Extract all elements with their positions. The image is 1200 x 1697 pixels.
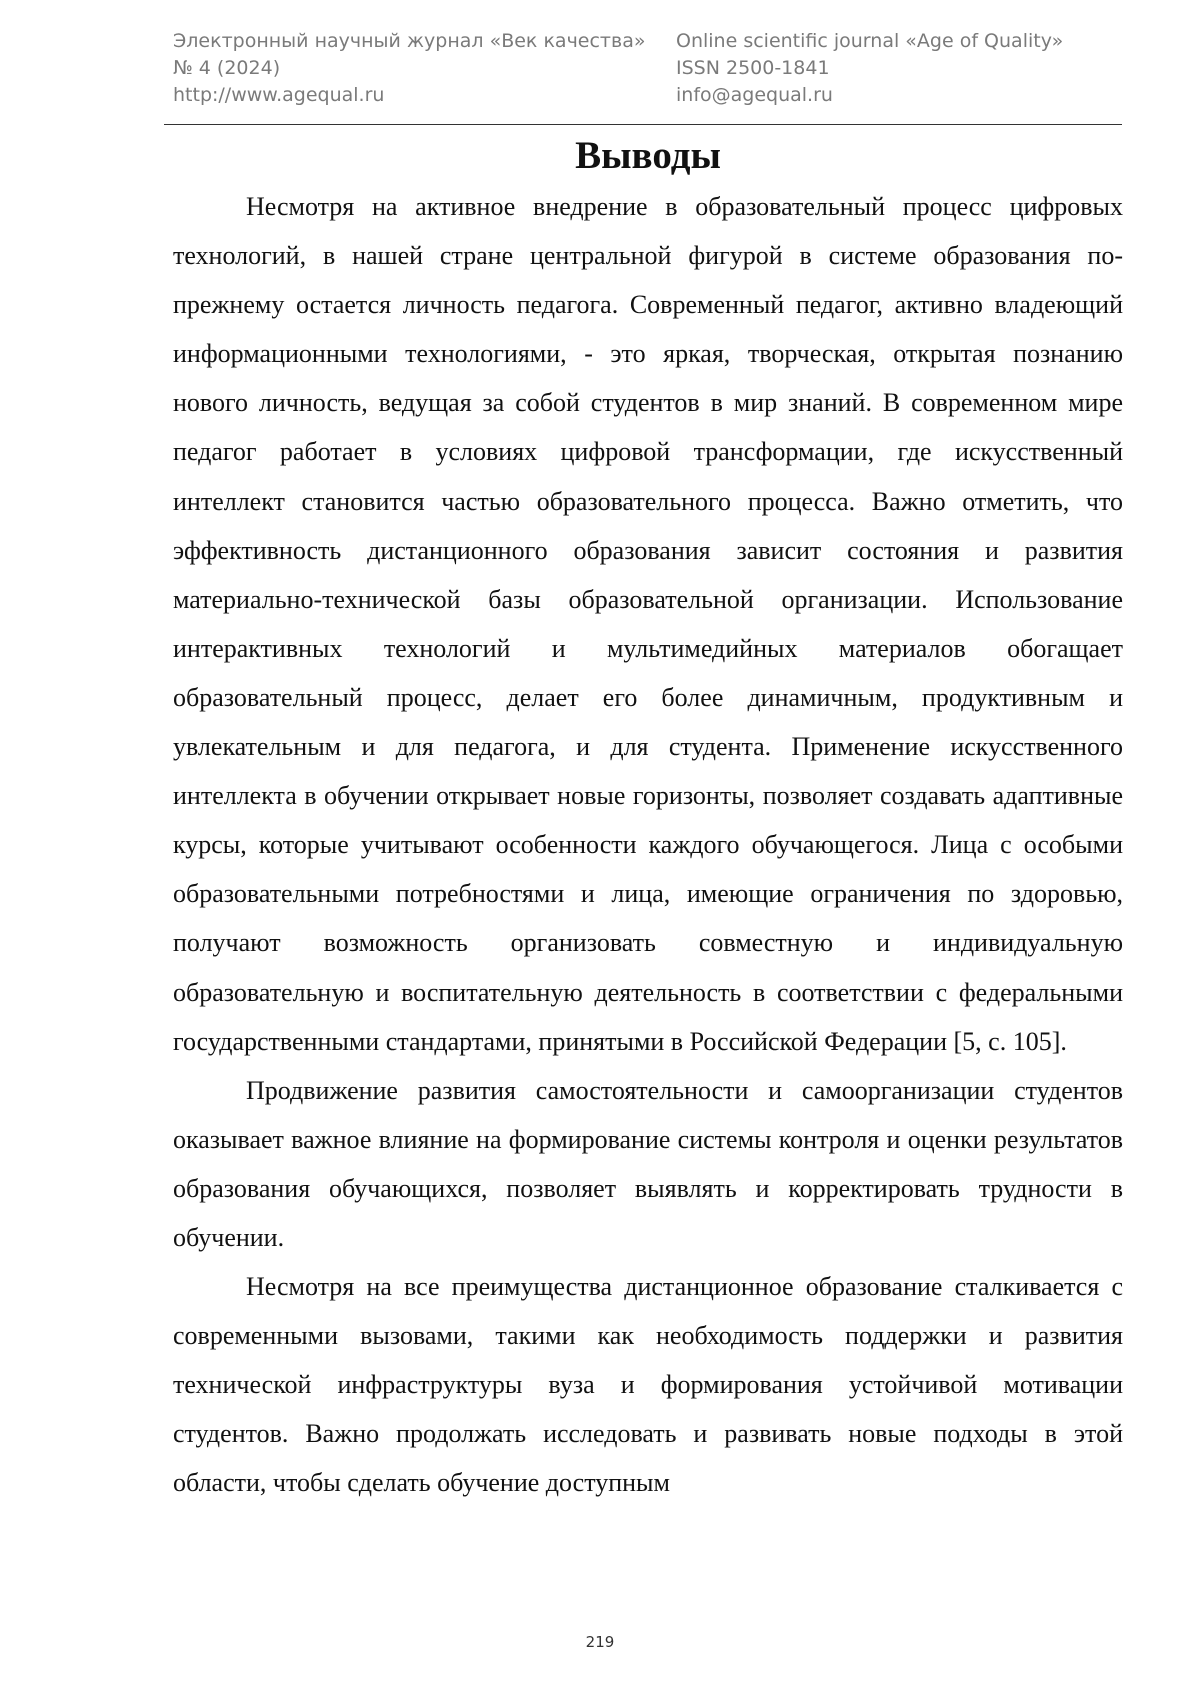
journal-header: [173, 28, 1123, 128]
journal-title-en: Online scientific journal «Age of Quality»: [676, 30, 1064, 52]
paragraph: Несмотря на все преимущества дистанционное образование сталкивается с современными вызовами, такими как необходимость поддержки и развития технической инфраструктуры вуза и формирования устойчивой мотивации студентов. Важно продолжать исследовать и развивать новые подходы в этой области, чтобы сделать обучение доступным: [173, 1272, 1123, 1498]
journal-title-ru: Электронный научный журнал «Век качества»: [173, 30, 646, 52]
paragraph: Продвижение развития самостоятельности и самоорганизации студентов оказывает важное влияние на формирование системы контроля и оценки результатов образования обучающихся, позволяет выявлять и корректировать трудности в обучении.: [173, 1075, 1123, 1252]
journal-issue: № 4 (2024): [173, 57, 281, 79]
journal-url[interactable]: http://www.agequal.ru: [173, 84, 385, 106]
section-title: Выводы: [575, 134, 721, 177]
journal-email[interactable]: info@agequal.ru: [676, 84, 833, 106]
page-number: 219: [585, 1633, 615, 1651]
header-right-column: [676, 28, 1063, 109]
header-divider: [164, 124, 1122, 125]
paragraph: Несмотря на активное внедрение в образовательный процесс цифровых технологий, в нашей стране центральной фигурой в системе образования по-прежнему остается личность педагога. Современный педагог, активно владеющий информационными технологиями, - это яркая, творческая, открытая познанию нового личность, ведущая за собой студентов в мир знаний. В современном мире педагог работает в условиях цифровой трансформации, где искусственный интеллект становится частью образовательного процесса. Важно отметить, что эффективность дистанционного образования зависит состояния и развития материально-технической базы образовательной организации. Использование интерактивных технологий и мультимедийных материалов обогащает образовательный процесс, делает его более динамичным, продуктивным и увлекательным и для педагога, и для студента. Применение искусственного интеллекта в обучении открывает новые горизонты, позволяет создавать адаптивные курсы, которые учитывают особенности каждого обучающегося. Лица с особыми образовательными потребностями и лица, имеющие ограничения по здоровью, получают возможность организовать совместную и индивидуальную образовательную и воспитательную деятельность в соответствии с федеральными государственными стандартами, принятыми в Российской Федерации [5, с. 105].: [173, 192, 1123, 1056]
header-left-column: [173, 28, 645, 109]
article-body: [173, 136, 1123, 1508]
journal-issn: ISSN 2500-1841: [676, 57, 830, 79]
